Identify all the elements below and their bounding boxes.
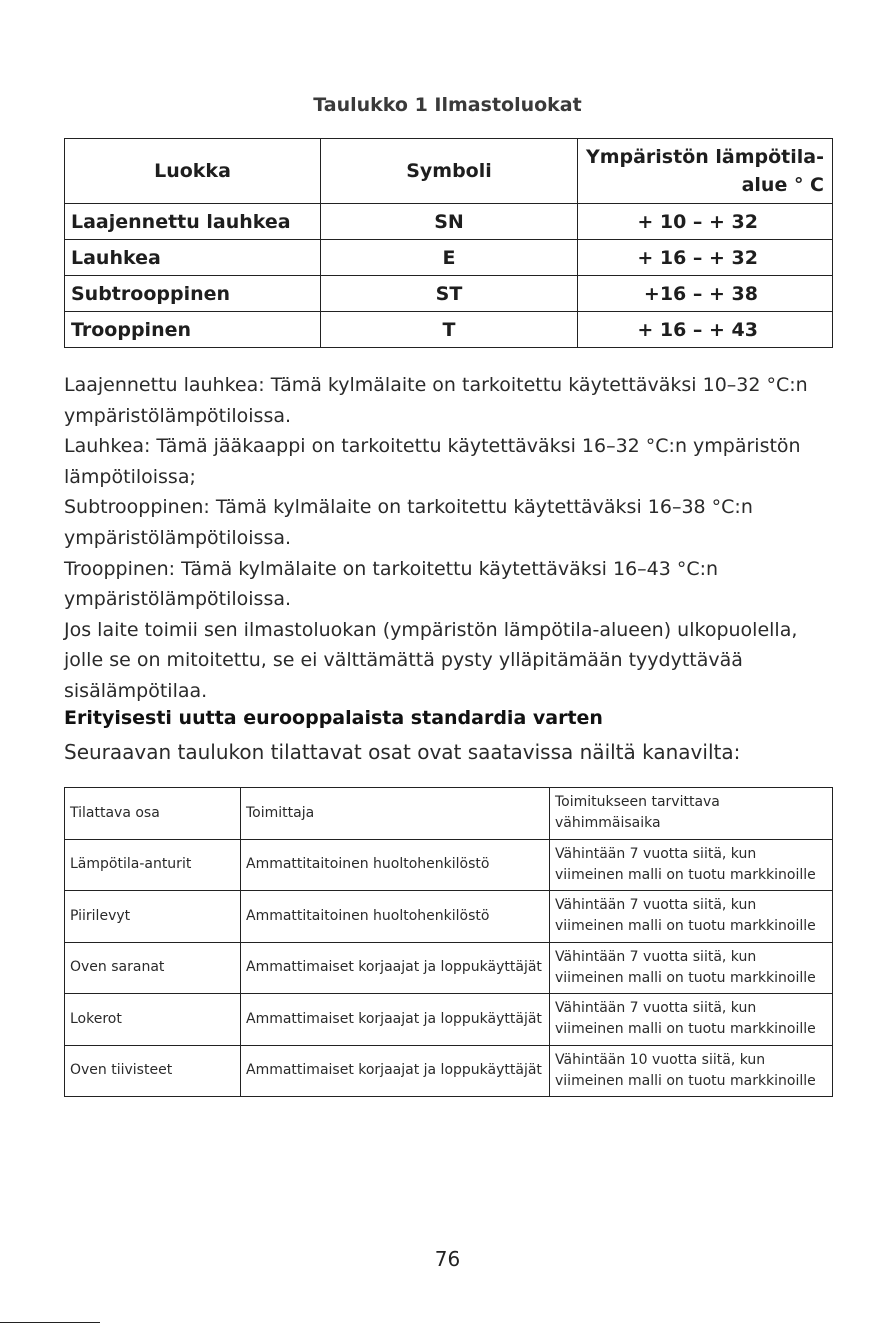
header-supplier: Toimittaja: [241, 788, 550, 840]
table-row: [65, 839, 833, 891]
table-row: [65, 994, 833, 1046]
class-symbol: SN: [321, 204, 578, 240]
class-range: + 16 – + 43: [578, 312, 833, 348]
class-name: Trooppinen: [65, 312, 321, 348]
paragraph: Subtrooppinen: Tämä kylmälaite on tarkoitettu käytettäväksi 16–38 °C:n ympäristölämpötiloissa.: [64, 496, 753, 549]
part-supplier: Ammattimaiset korjaajat ja loppukäyttäjät: [241, 994, 550, 1046]
class-symbol: ST: [321, 276, 578, 312]
class-range: + 16 – + 32: [578, 240, 833, 276]
part-availability: Vähintään 7 vuotta siitä, kun viimeinen malli on tuotu markkinoille: [550, 942, 833, 994]
table-header-row: [65, 139, 833, 204]
table-row: [65, 204, 833, 240]
footer-rule: [0, 1322, 100, 1323]
class-range: +16 – + 38: [578, 276, 833, 312]
header-min-availability: Toimitukseen tarvittava vähimmäisaika: [550, 788, 833, 840]
climate-class-table: [64, 138, 833, 348]
table-row: [65, 240, 833, 276]
part-availability: Vähintään 10 vuotta siitä, kun viimeinen malli on tuotu markkinoille: [550, 1045, 833, 1097]
part-name: Oven saranat: [65, 942, 241, 994]
spare-parts-table: [64, 787, 833, 1097]
table-row: [65, 276, 833, 312]
part-availability: Vähintään 7 vuotta siitä, kun viimeinen malli on tuotu markkinoille: [550, 891, 833, 943]
class-name: Subtrooppinen: [65, 276, 321, 312]
part-availability: Vähintään 7 vuotta siitä, kun viimeinen malli on tuotu markkinoille: [550, 994, 833, 1046]
header-part: Tilattava osa: [65, 788, 241, 840]
header-temperature-range: Ympäristön lämpötila-alue ° C: [578, 139, 833, 204]
page-number: 76: [434, 1247, 461, 1271]
section-heading: Erityisesti uutta eurooppalaista standardia varten: [64, 707, 603, 729]
table-header-row: [65, 788, 833, 840]
class-range: + 10 – + 32: [578, 204, 833, 240]
part-supplier: Ammattitaitoinen huoltohenkilöstö: [241, 839, 550, 891]
table-row: [65, 891, 833, 943]
part-supplier: Ammattimaiset korjaajat ja loppukäyttäjät: [241, 942, 550, 994]
part-supplier: Ammattimaiset korjaajat ja loppukäyttäjät: [241, 1045, 550, 1097]
paragraph: Trooppinen: Tämä kylmälaite on tarkoitettu käytettäväksi 16–43 °C:n ympäristölämpötiloissa.: [64, 557, 719, 611]
paragraph: Laajennettu lauhkea: Tämä kylmälaite on tarkoitettu käytettäväksi 10–32 °C:n ympäristölämpötiloissa.: [64, 374, 808, 427]
header-symbol: Symboli: [321, 139, 578, 204]
part-name: Piirilevyt: [65, 891, 241, 943]
class-symbol: E: [321, 240, 578, 276]
part-name: Oven tiivisteet: [65, 1045, 241, 1097]
header-class: Luokka: [65, 139, 321, 204]
part-name: Lokerot: [65, 994, 241, 1046]
intro-text: Seuraavan taulukon tilattavat osat ovat saatavissa näiltä kanavilta:: [64, 740, 741, 764]
paragraph: Lauhkea: Tämä jääkaappi on tarkoitettu käytettäväksi 16–32 °C:n ympäristön lämpötiloissa;: [64, 435, 801, 488]
paragraph: Jos laite toimii sen ilmastoluokan (ympäristön lämpötila-alueen) ulkopuolella, jolle se on mitoitettu, se ei välttämättä pysty ylläpitämään tyydyttävää sisälämpötilaa.: [64, 618, 798, 702]
class-symbol: T: [321, 312, 578, 348]
part-supplier: Ammattitaitoinen huoltohenkilöstö: [241, 891, 550, 943]
climate-descriptions: [64, 370, 839, 707]
part-availability: Vähintään 7 vuotta siitä, kun viimeinen malli on tuotu markkinoille: [550, 839, 833, 891]
table-row: [65, 942, 833, 994]
table-row: [65, 312, 833, 348]
class-name: Lauhkea: [65, 240, 321, 276]
part-name: Lämpötila-anturit: [65, 839, 241, 891]
class-name: Laajennettu lauhkea: [65, 204, 321, 240]
table-title: Taulukko 1 Ilmastoluokat: [313, 94, 582, 116]
table-row: [65, 1045, 833, 1097]
